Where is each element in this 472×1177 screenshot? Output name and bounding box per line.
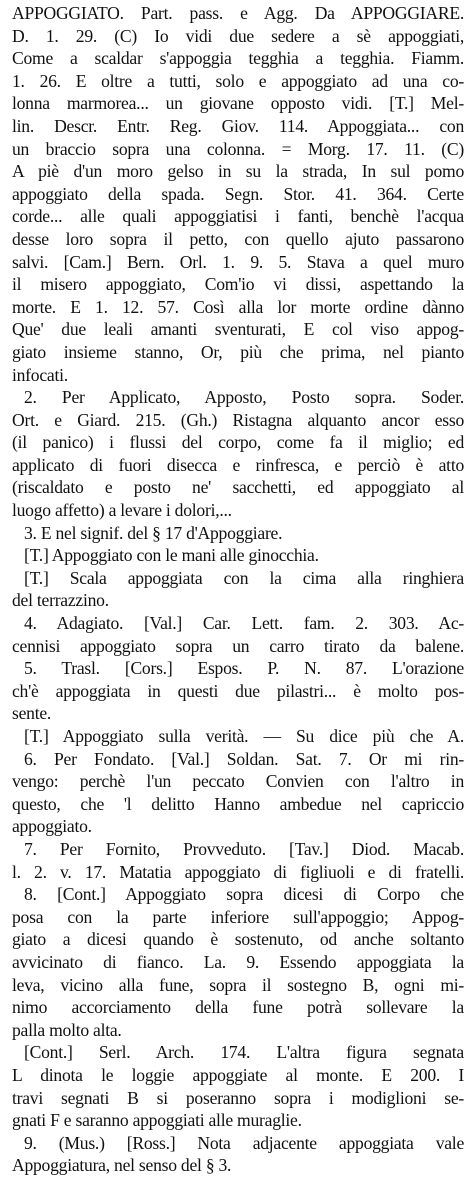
text-line: leva, vicino alla fune, sopra il sostegno B, ogni mi- <box>12 974 464 995</box>
text-line: giato insieme stanno, Or, più che prima, nel pianto <box>12 341 464 362</box>
text-line: il misero appoggiato, Com'io vi dissi, aspettando la <box>12 274 464 295</box>
text-line: 2. Per Applicato, Apposto, Posto sopra. Soder. <box>24 387 464 408</box>
text-line: D. 1. 29. (C) Io vidi due sedere a sè appoggiati, <box>12 25 464 46</box>
text-line: posa con la parte inferiore sull'appoggio; Appog- <box>12 906 464 927</box>
text-line: 7. Per Fornito, Provveduto. [Tav.] Diod. Macab. <box>24 838 464 859</box>
text-line: appoggiato della spada. Segn. Stor. 41. 364. Certe <box>12 183 464 204</box>
text-line: travi segnati B si poseranno sopra i modiglioni se- <box>12 1087 464 1108</box>
text-line: 9. (Mus.) [Ross.] Nota adjacente appoggiata vale <box>24 1132 464 1153</box>
text-line: 4. Adagiato. [Val.] Car. Lett. fam. 2. 303. Ac- <box>24 613 464 634</box>
text-line: questo, che 'l delitto Hanno ambedue nel capriccio <box>12 793 464 814</box>
text-line: A piè d'un moro gelso in su la strada, In sul pomo <box>12 161 464 182</box>
text-line: giato a dicesi quando è sostenuto, od anche soltanto <box>12 929 464 950</box>
text-line: ch'è appoggiata in questi due pilastri... è molto pos- <box>12 680 464 701</box>
text-line: (il panico) i flussi del corpo, come fa il miglio; ed <box>12 432 464 453</box>
text-line: APPOGGIATO. Part. pass. e Agg. Da APPOGGIARE. <box>12 3 464 23</box>
text-line: applicato di fuori disecca e rinfresca, e perciò è atto <box>12 454 464 475</box>
text-line: palla molto alta. <box>12 1019 122 1040</box>
text-line: [T.] Scala appoggiata con la cima alla ringhiera <box>24 567 464 588</box>
text-line: Appoggiatura, nel senso del § 3. <box>12 1155 232 1176</box>
text-line: l. 2. v. 17. Matatia appoggiato di figliuoli e di fratelli. <box>12 861 464 882</box>
text-line: salvi. [Cam.] Bern. Orl. 1. 9. 5. Stava a quel muro <box>12 251 464 272</box>
text-line: [Cont.] Serl. Arch. 174. L'altra figura segnata <box>24 1042 464 1063</box>
text-line: corde... alle quali appoggiatisi i fanti, benchè l'acqua <box>12 206 464 227</box>
text-line: sente. <box>12 703 52 724</box>
text-line: appoggiato. <box>12 816 92 837</box>
text-line: Ort. e Giard. 215. (Gh.) Ristagna alquanto ancor esso <box>12 409 464 430</box>
text-line: infocati. <box>12 364 68 385</box>
text-line: gnati F e saranno appoggiati alle muraglie. <box>12 1110 302 1131</box>
text-line: 1. 26. E oltre a tutti, solo e appoggiato ad una co- <box>12 70 464 91</box>
text-line: L dinota le loggie appoggiate al monte. E 200. I <box>12 1064 464 1085</box>
text-line: lonna marmorea... un giovane opposto vidi. [T.] Mel- <box>12 93 464 114</box>
text-line: cennisi appoggiato sopra un carro tirato da balene. <box>12 635 464 656</box>
text-line: 8. [Cont.] Appoggiato sopra dicesi di Corpo che <box>24 884 464 905</box>
text-line: [T.] Appoggiato sulla verità. — Su dice più che A. <box>24 726 464 746</box>
text-line: [T.] Appoggiato con le mani alle ginocchia. <box>24 545 319 566</box>
text-line: nimo accorciamento della fune potrà sollevare la <box>12 997 464 1018</box>
text-line: (riscaldato e posto ne' sacchetti, ed appoggiato al <box>12 477 464 498</box>
text-line: lin. Descr. Entr. Reg. Giov. 114. Appoggiata... con <box>12 115 464 136</box>
text-line: Que' due leali amanti sventurati, E col viso appog- <box>12 319 464 340</box>
text-line: 3. E nel signif. del § 17 d'Appoggiare. <box>24 522 283 543</box>
text-line: 5. Trasl. [Cors.] Espos. P. N. 87. L'orazione <box>24 658 464 679</box>
text-line: 6. Per Fondato. [Val.] Soldan. Sat. 7. Or mi rin- <box>24 748 464 769</box>
text-line: vengo: perchè l'un peccato Convien con l'altro in <box>12 771 464 792</box>
text-line: morte. E 1. 12. 57. Così alla lor morte ordine dànno <box>12 296 464 317</box>
text-line: Come a scaldar s'appoggia tegghia a tegghia. Fiamm. <box>12 48 464 69</box>
text-line: un braccio sopra una colonna. = Morg. 17. 11. (C) <box>12 138 464 159</box>
text-line: del terrazzino. <box>12 590 109 611</box>
text-line: luogo affetto) a levare i dolori,... <box>12 500 232 521</box>
text-line: desse loro sopra il petto, con quello ajuto passarono <box>12 228 464 249</box>
text-line: avvicinato di fianco. La. 9. Essendo appoggiata la <box>12 951 464 972</box>
